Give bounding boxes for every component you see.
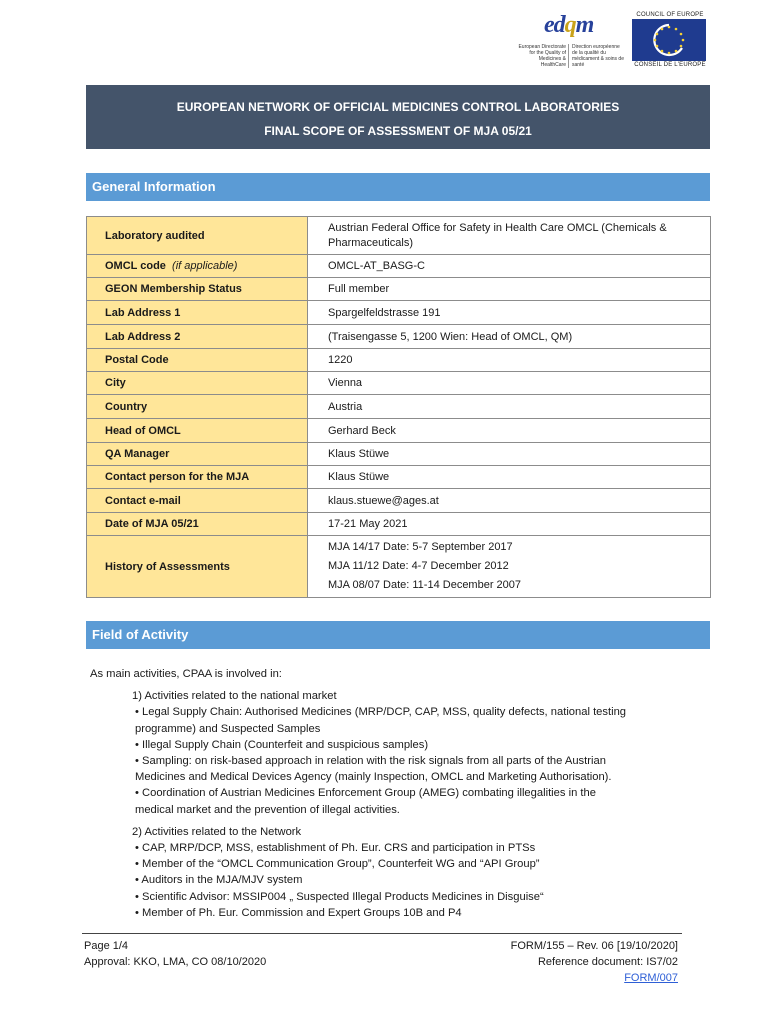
value-lab-address-1: Spargelfeldstrasse 191 bbox=[308, 301, 711, 325]
value-head-of-omcl: Gerhard Beck bbox=[308, 419, 711, 443]
table-row bbox=[87, 255, 711, 278]
activity-line: • CAP, MRP/DCP, MSS, establishment of Ph. Eur. CRS and participation in PTSs bbox=[135, 842, 536, 855]
footer-left bbox=[84, 938, 266, 970]
activity-line: • Illegal Supply Chain (Counterfeit and suspicious samples) bbox=[135, 738, 429, 751]
table-row bbox=[87, 217, 711, 255]
scope-title: FINAL SCOPE OF ASSESSMENT OF MJA 05/21 bbox=[264, 124, 532, 138]
activity-line: • Sampling: on risk-based approach in relation with the risk signals from all parts of the Austrian bbox=[135, 755, 606, 768]
value-lab-address-2: (Traisengasse 5, 1200 Wien: Head of OMCL, QM) bbox=[308, 325, 711, 349]
label-qa-manager: QA Manager bbox=[87, 443, 308, 466]
activity-line: • Member of Ph. Eur. Commission and Expert Groups 10B and P4 bbox=[135, 906, 462, 919]
activity-line: Medicines and Medical Devices Agency (mainly Inspection, OMCL and Marketing Authorisation). bbox=[135, 771, 612, 784]
edqm-subtitle-en: European Directorate for the Quality of Medicines & HealthCare bbox=[514, 44, 569, 68]
general-info-table bbox=[86, 216, 711, 598]
omcl-code-hint: (if applicable) bbox=[172, 260, 238, 272]
edqm-subtitle-fr: Direction européenne de la qualité du médicament & soins de santé bbox=[572, 44, 624, 68]
omcl-code-label-text: OMCL code bbox=[105, 260, 166, 272]
label-country: Country bbox=[87, 395, 308, 419]
page-number: Page 1/4 bbox=[84, 940, 129, 952]
table-row bbox=[87, 278, 711, 301]
value-line: Austrian Federal Office for Safety in Health Care OMCL (Chemicals & bbox=[328, 221, 667, 234]
label-omcl-code bbox=[87, 255, 308, 278]
activity-line: programme) and Suspected Samples bbox=[135, 722, 321, 735]
table-row bbox=[87, 489, 711, 513]
network-title: EUROPEAN NETWORK OF OFFICIAL MEDICINES CONTROL LABORATORIES bbox=[176, 100, 620, 114]
label-city: City bbox=[87, 372, 308, 395]
value-country: Austria bbox=[308, 395, 711, 419]
table-row bbox=[87, 419, 711, 443]
activity-line: • Member of the “OMCL Communication Group”, Counterfeit WG and “API Group” bbox=[135, 858, 540, 871]
table-row bbox=[87, 395, 711, 419]
activity-item-national-market bbox=[90, 688, 705, 818]
section-general-information: General Information bbox=[86, 173, 710, 201]
footer-right bbox=[440, 938, 678, 986]
table-row bbox=[87, 349, 711, 372]
document-title-banner bbox=[86, 85, 710, 149]
table-row bbox=[87, 536, 711, 598]
value-postal-code: 1220 bbox=[308, 349, 711, 372]
edqm-logo bbox=[514, 12, 624, 74]
table-row bbox=[87, 372, 711, 395]
label-geon-status: GEON Membership Status bbox=[87, 278, 308, 301]
label-head-of-omcl: Head of OMCL bbox=[87, 419, 308, 443]
activity-line: • Auditors in the MJA/MJV system bbox=[135, 874, 303, 887]
value-omcl-code: OMCL-AT_BASG-C bbox=[308, 255, 711, 278]
value-history-of-assessments bbox=[308, 536, 711, 598]
coe-title: COUNCIL OF EUROPE bbox=[636, 12, 704, 18]
history-entry: MJA 11/12 Date: 4-7 December 2012 bbox=[328, 560, 509, 572]
table-row bbox=[87, 301, 711, 325]
activity-item-network bbox=[90, 824, 705, 921]
label-contact-email: Contact e-mail bbox=[87, 489, 308, 513]
table-row bbox=[87, 325, 711, 349]
reference-document: Reference document: IS7/02 bbox=[537, 956, 678, 968]
field-of-activity-body bbox=[90, 666, 705, 921]
value-contact-person: Klaus Stüwe bbox=[308, 466, 711, 489]
coe-title-fr: CONSEIL DE L'EUROPE bbox=[634, 62, 706, 68]
activity-intro: As main activities, CPAA is involved in: bbox=[90, 668, 282, 680]
form-revision: FORM/155 – Rev. 06 [19/10/2020] bbox=[510, 940, 678, 952]
table-row bbox=[87, 466, 711, 489]
label-postal-code: Postal Code bbox=[87, 349, 308, 372]
table-row bbox=[87, 443, 711, 466]
value-qa-manager: Klaus Stüwe bbox=[308, 443, 711, 466]
table-row bbox=[87, 513, 711, 536]
activity-item-heading: 2) Activities related to the Network bbox=[132, 825, 302, 838]
value-date-of-mja: 17-21 May 2021 bbox=[308, 513, 711, 536]
footer-divider bbox=[82, 933, 682, 934]
value-contact-email: klaus.stuewe@ages.at bbox=[308, 489, 711, 513]
label-contact-person: Contact person for the MJA bbox=[87, 466, 308, 489]
label-laboratory-audited: Laboratory audited bbox=[87, 217, 308, 255]
edqm-logo-wordmark: edqm bbox=[544, 12, 594, 38]
activity-line: medical market and the prevention of illegal activities. bbox=[135, 803, 400, 816]
activity-line: • Coordination of Austrian Medicines Enforcement Group (AMEG) combating illegalities in the bbox=[135, 787, 596, 800]
value-geon-status: Full member bbox=[308, 278, 711, 301]
section-field-of-activity: Field of Activity bbox=[86, 621, 710, 649]
label-history-of-assessments: History of Assessments bbox=[87, 536, 308, 598]
value-line: Pharmaceuticals) bbox=[328, 236, 413, 249]
activity-line: • Legal Supply Chain: Authorised Medicines (MRP/DCP, CAP, MSS, quality defects, national testing bbox=[135, 706, 627, 719]
label-lab-address-1: Lab Address 1 bbox=[87, 301, 308, 325]
approval-info: Approval: KKO, LMA, CO 08/10/2020 bbox=[84, 956, 267, 968]
eu-stars-flag-icon bbox=[632, 19, 706, 61]
value-laboratory-audited bbox=[308, 217, 711, 255]
history-entry: MJA 14/17 Date: 5-7 September 2017 bbox=[328, 541, 513, 553]
activity-item-heading: 1) Activities related to the national market bbox=[132, 690, 337, 703]
form-007-link[interactable]: FORM/007 bbox=[624, 972, 678, 984]
history-entry: MJA 08/07 Date: 11-14 December 2007 bbox=[328, 579, 522, 591]
label-lab-address-2: Lab Address 2 bbox=[87, 325, 308, 349]
value-city: Vienna bbox=[308, 372, 711, 395]
council-of-europe-logo bbox=[632, 12, 708, 72]
label-date-of-mja: Date of MJA 05/21 bbox=[87, 513, 308, 536]
activity-line: • Scientific Advisor: MSSIP004 „ Suspected Illegal Products Medicines in Disguise“ bbox=[135, 890, 544, 903]
